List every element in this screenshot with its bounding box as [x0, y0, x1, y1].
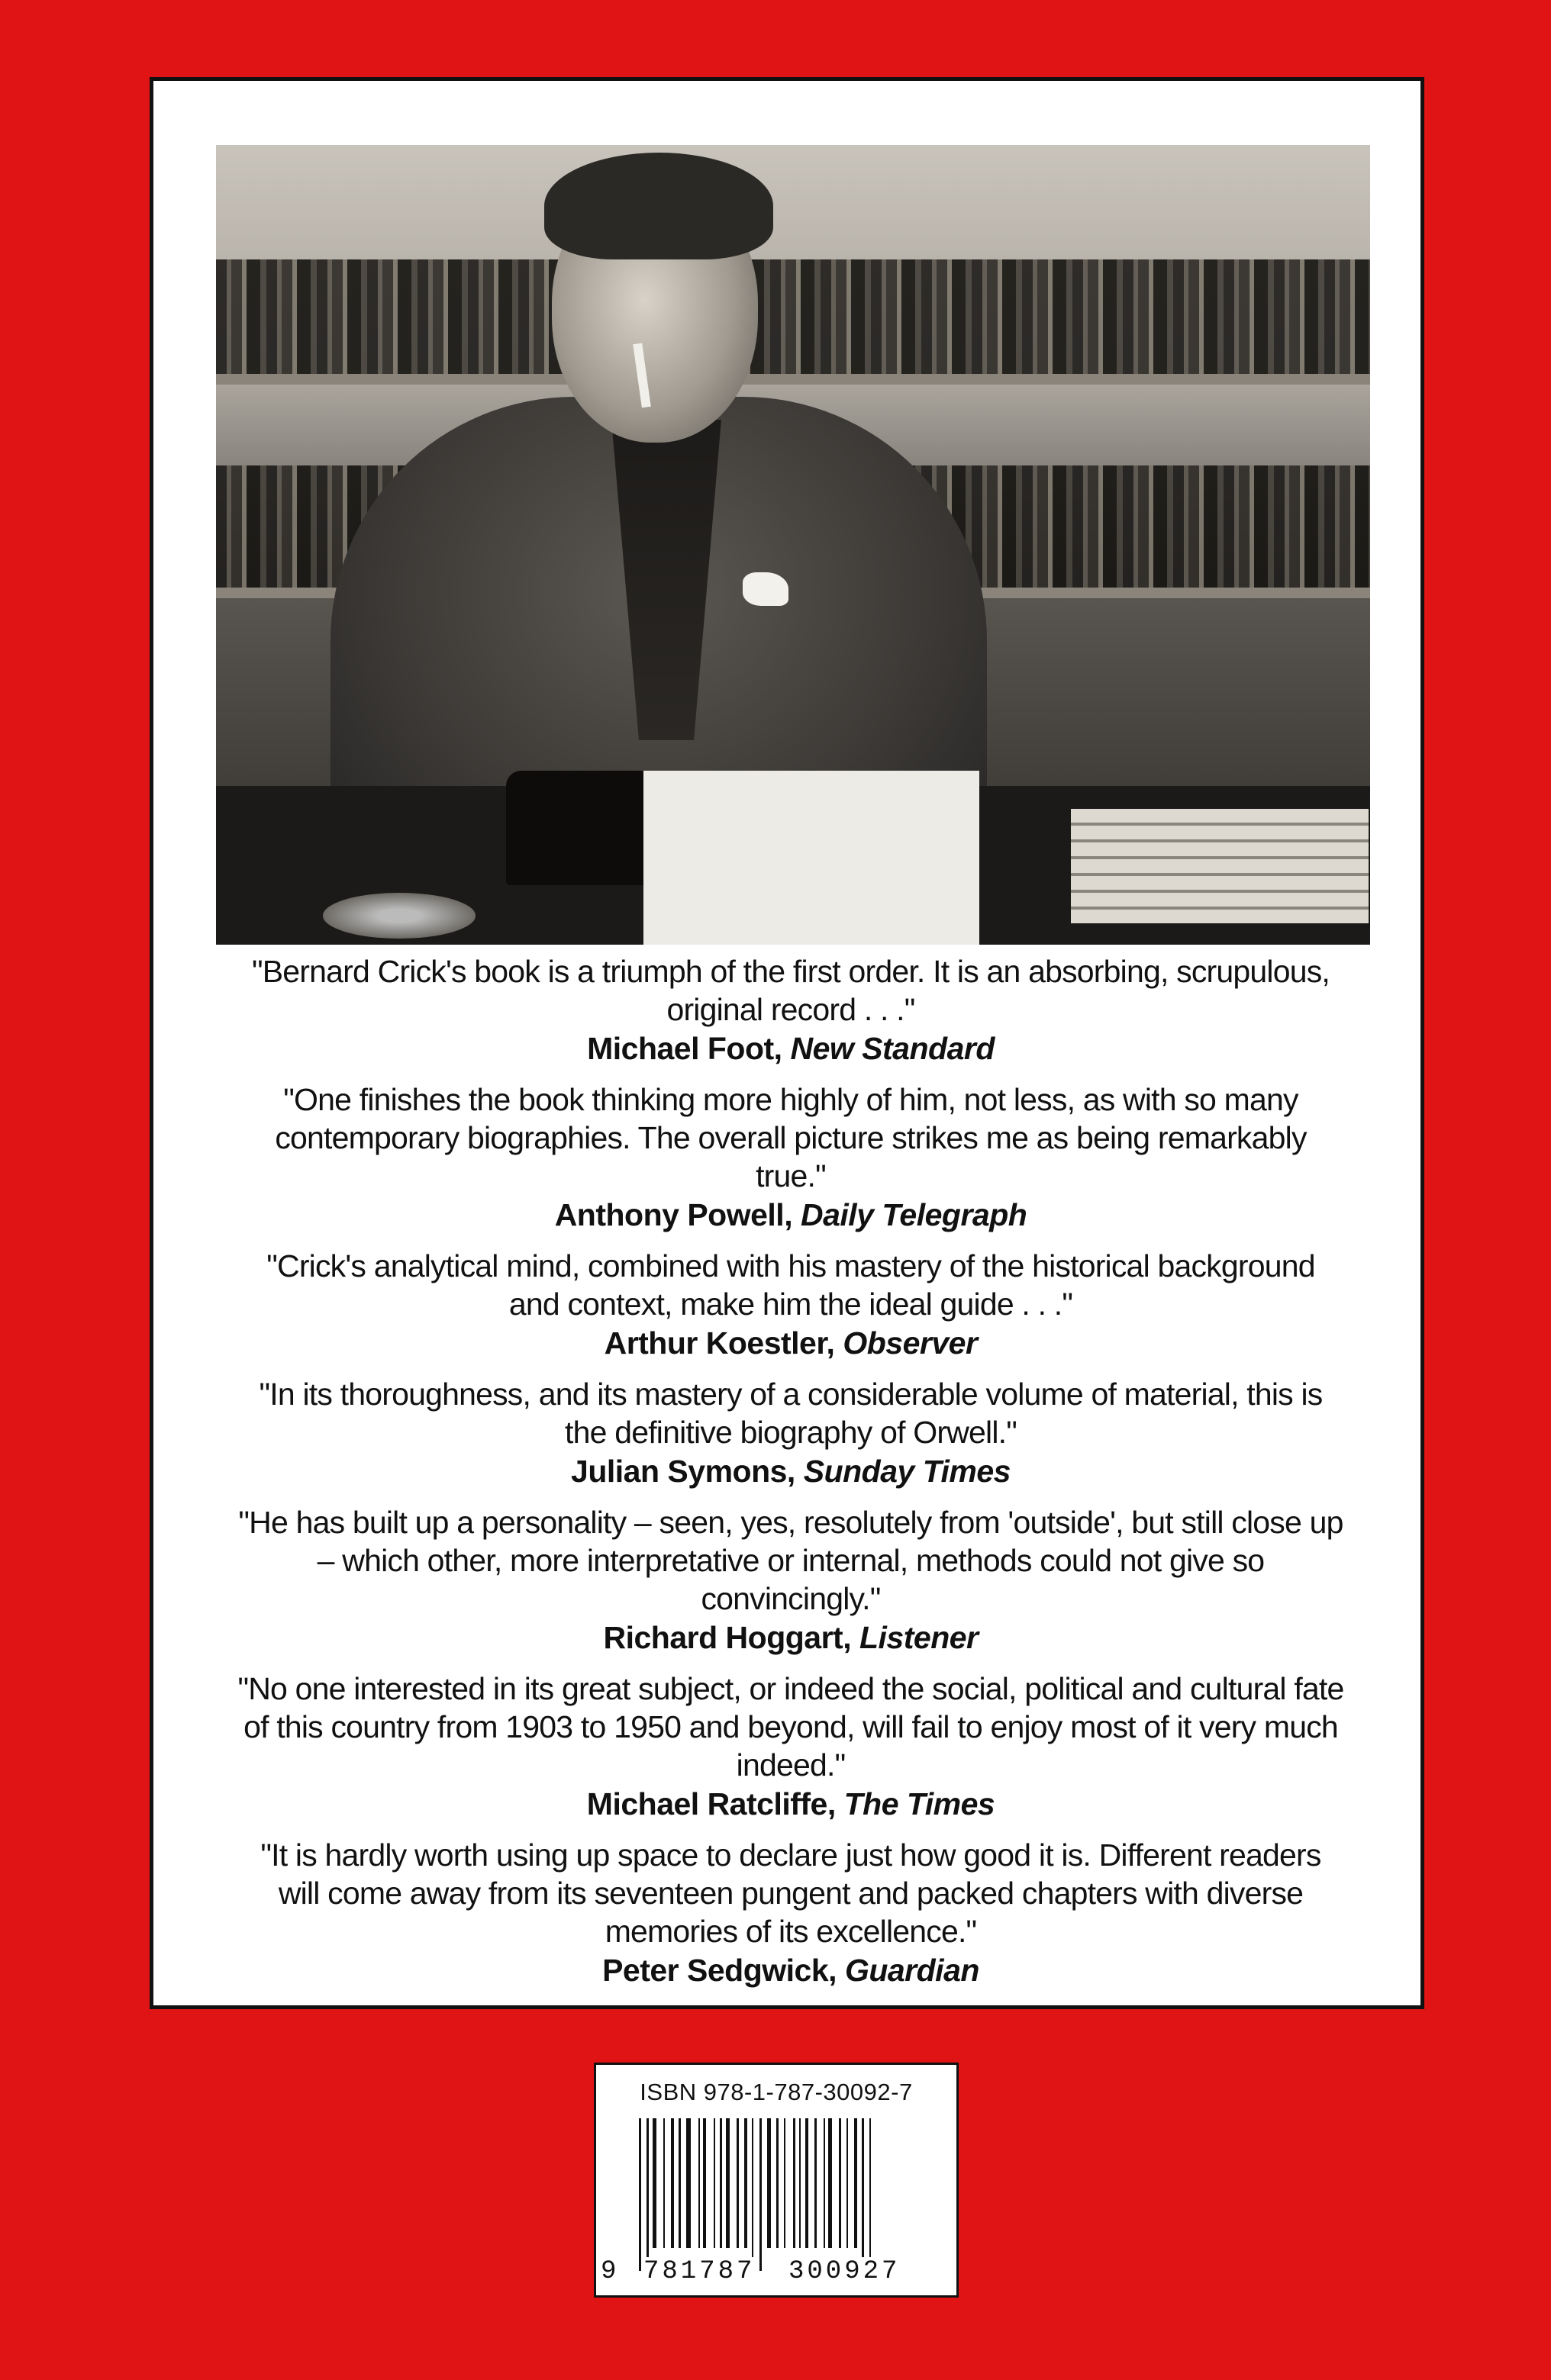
- review-publication: Daily Telegraph: [801, 1197, 1027, 1232]
- review-source: [237, 1029, 1344, 1068]
- ashtray-icon: [323, 893, 476, 939]
- isbn-barcode-box: [594, 2063, 959, 2298]
- review-source: [237, 1195, 1344, 1235]
- review-publication: New Standard: [790, 1031, 995, 1066]
- stacked-books: [1071, 809, 1369, 923]
- review-author: Anthony Powell,: [554, 1197, 793, 1232]
- shelf-board: [216, 374, 1370, 385]
- review-quote: "Bernard Crick's book is a triumph of the first order. It is an absorbing, scrupulous, original record . . .": [251, 954, 1330, 1027]
- review-publication: The Times: [843, 1786, 995, 1821]
- barcode-digits: [596, 2256, 956, 2286]
- bookshelf-upper: [216, 259, 1370, 374]
- back-cover-panel: [150, 77, 1424, 2009]
- author-photo: [216, 145, 1370, 945]
- review-author: Michael Ratcliffe,: [586, 1786, 836, 1821]
- review-author: Michael Foot,: [587, 1031, 782, 1066]
- review-author: Richard Hoggart,: [603, 1620, 852, 1655]
- barcode-digits-left: 781787: [643, 2257, 756, 2286]
- review-author: Julian Symons,: [571, 1454, 795, 1489]
- review-publication: Guardian: [844, 1953, 979, 1988]
- isbn-label: ISBN 978-1-787-30092-7: [640, 2079, 913, 2105]
- typewriter-paper: [643, 771, 979, 945]
- pocket-handkerchief: [743, 572, 788, 606]
- review-quotes: [237, 952, 1344, 2002]
- review-publication: Observer: [843, 1325, 978, 1361]
- review-source: [237, 1451, 1344, 1491]
- review-quote: "One finishes the book thinking more highly of him, not less, as with so many contemporary biographies. The overall picture strikes me as being remarkably true.": [275, 1082, 1307, 1193]
- review-source: [237, 1950, 1344, 1990]
- barcode-digits-right: 300927: [788, 2257, 901, 2286]
- review-publication: Sunday Times: [803, 1454, 1011, 1489]
- review-quote: "Crick's analytical mind, combined with his mastery of the historical background and context, make him the ideal guide . . .": [266, 1248, 1315, 1322]
- review-source: [237, 1784, 1344, 1824]
- review-source: [237, 1618, 1344, 1657]
- review-quote: "In its thoroughness, and its mastery of a considerable volume of material, this is the definitive biography of Orwell.": [259, 1377, 1323, 1450]
- review-author: Arthur Koestler,: [604, 1325, 835, 1361]
- barcode-digit-first: 9: [601, 2257, 617, 2286]
- review-source: [237, 1323, 1344, 1363]
- man-hair: [544, 153, 773, 259]
- review-publication: Listener: [859, 1620, 979, 1655]
- review-quote: "He has built up a personality – seen, yes, resolutely from 'outside', but still close up – which other, more interpretative or internal, methods could not give so convincingly.": [238, 1505, 1343, 1616]
- review-author: Peter Sedgwick,: [602, 1953, 837, 1988]
- review-quote: "It is hardly worth using up space to declare just how good it is. Different readers will come away from its seventeen pungent and packed chapters with diverse memories of its excellence.": [260, 1837, 1321, 1949]
- review-quote: "No one interested in its great subject, or indeed the social, political and cultural fate of this country from 1903 to 1950 and beyond, will fail to enjoy most of it very much indeed.": [237, 1671, 1344, 1783]
